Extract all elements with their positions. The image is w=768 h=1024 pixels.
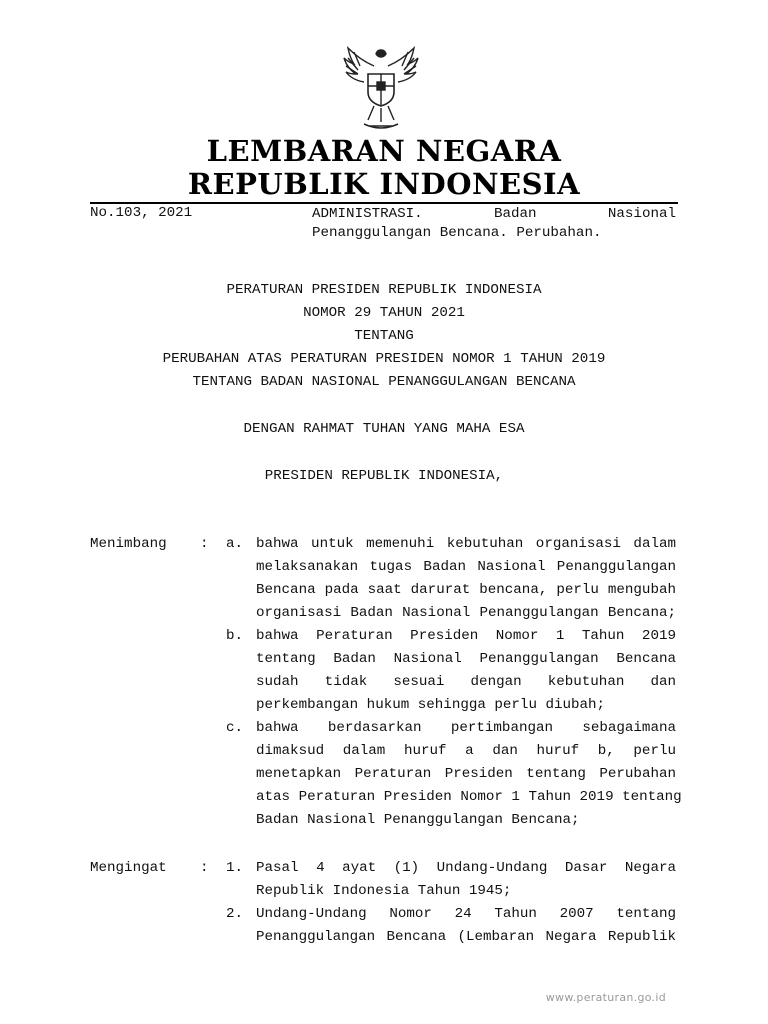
text-line: bahwa untuk memenuhi kebutuhan organisasi dalam (256, 536, 676, 552)
text-line: Badan Nasional Penanggulangan Bencana; (256, 812, 580, 828)
gazette-number: No.103, 2021 (90, 205, 193, 221)
menimbang-colon: : (200, 536, 209, 552)
text-line: Republik Indonesia Tahun 1945; (256, 883, 512, 899)
text-line: Penanggulangan Bencana (Lembaran Negara Republik (256, 929, 676, 945)
mengingat-label: Mengingat (90, 860, 167, 876)
source-watermark: www.peraturan.go.id (545, 991, 666, 1004)
gazette-category (312, 205, 676, 243)
menimbang-marker-b: b. (226, 628, 244, 644)
masthead-rule (90, 202, 678, 204)
masthead-title-line1: LEMBARAN NEGARA (206, 134, 562, 168)
mengingat-colon: : (200, 860, 209, 876)
regulation-type: PERATURAN PRESIDEN REPUBLIK INDONESIA (226, 282, 542, 298)
text-line: Pasal 4 ayat (1) Undang-Undang Dasar Negara (256, 860, 676, 876)
garuda-emblem-icon (334, 44, 428, 138)
text-line: bahwa berdasarkan pertimbangan sebagaimana (256, 720, 676, 736)
text-line: melaksanakan tugas Badan Nasional Penanggulangan (256, 559, 676, 575)
text-line: menetapkan Peraturan Presiden tentang Perubahan (256, 766, 676, 782)
text-line: bahwa Peraturan Presiden Nomor 1 Tahun 2019 (256, 628, 676, 644)
issuer: PRESIDEN REPUBLIK INDONESIA, (264, 468, 504, 484)
gazette-category-line1: ADMINISTRASI. Badan Nasional (312, 206, 676, 222)
masthead-title-line2: REPUBLIK INDONESIA (187, 167, 581, 201)
text-line: tentang Badan Nasional Penanggulangan Bencana (256, 651, 676, 667)
text-line: dimaksud dalam huruf a dan huruf b, perlu (256, 743, 676, 759)
gazette-category-line2: Penanggulangan Bencana. Perubahan. (312, 225, 602, 241)
text-line: atas Peraturan Presiden Nomor 1 Tahun 2019 tentang (256, 789, 682, 805)
menimbang-item-b (256, 625, 676, 717)
menimbang-item-a (256, 533, 676, 625)
invocation: DENGAN RAHMAT TUHAN YANG MAHA ESA (243, 421, 525, 437)
menimbang-marker-a: a. (226, 536, 244, 552)
mengingat-marker-1: 1. (226, 860, 244, 876)
menimbang-item-c (256, 717, 682, 832)
text-line: organisasi Badan Nasional Penanggulangan Bencana; (256, 605, 676, 621)
text-line: perkembangan hukum sehingga perlu diubah; (256, 697, 606, 713)
regulation-number: NOMOR 29 TAHUN 2021 (303, 305, 465, 321)
mengingat-item-2 (256, 903, 676, 949)
regulation-about: TENTANG (354, 328, 414, 344)
text-line: Bencana pada saat darurat bencana, perlu mengubah (256, 582, 676, 598)
mengingat-item-1 (256, 857, 676, 903)
menimbang-marker-c: c. (226, 720, 244, 736)
regulation-subject-line2: TENTANG BADAN NASIONAL PENANGGULANGAN BENCANA (192, 374, 576, 390)
mengingat-marker-2: 2. (226, 906, 244, 922)
regulation-subject-line1: PERUBAHAN ATAS PERATURAN PRESIDEN NOMOR 1 TAHUN 2019 (162, 351, 606, 367)
text-line: Undang-Undang Nomor 24 Tahun 2007 tentang (256, 906, 676, 922)
menimbang-label: Menimbang (90, 536, 167, 552)
text-line: sudah tidak sesuai dengan kebutuhan dan (256, 674, 676, 690)
